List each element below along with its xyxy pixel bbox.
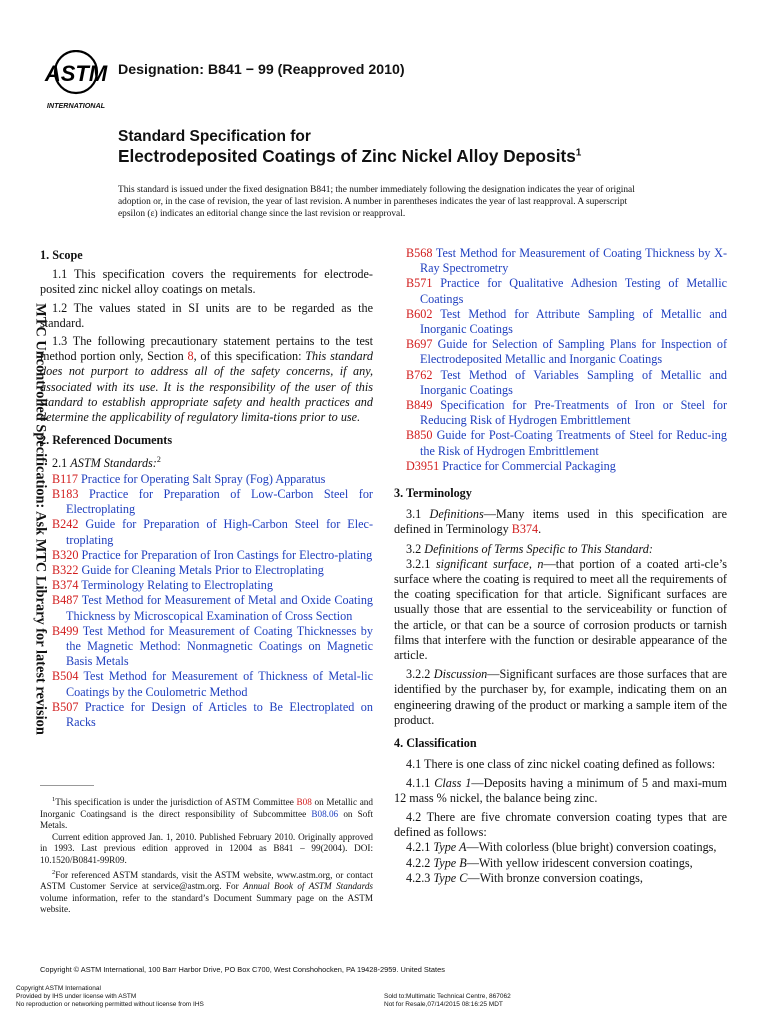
para-3-2-2-label: Discussion	[433, 667, 488, 682]
reference-code[interactable]: B487	[52, 593, 79, 608]
reference-item[interactable]	[406, 307, 727, 337]
footnote-1-text: This specification is under the jurisdiction of ASTM Committee	[55, 797, 297, 808]
reference-item[interactable]	[52, 563, 373, 578]
para-4-2-3-num: 4.2.3	[406, 870, 434, 885]
footer-left-line-1: Copyright ASTM International	[16, 985, 101, 992]
reference-code[interactable]: B762	[406, 367, 433, 382]
logo-caption: INTERNATIONAL	[46, 101, 106, 110]
title-line-1: Standard Specification for	[118, 128, 311, 145]
copyright-line: Copyright © ASTM International, 100 Barr Harbor Drive, PO Box C700, West Conshohocken, PA 19428-2959. United States	[40, 965, 445, 974]
reference-code[interactable]: B117	[52, 471, 78, 486]
reference-item[interactable]	[406, 428, 727, 458]
footnote-1-edition: Current edition approved Jan. 1, 2010. Published February 2010. Originally approved in 1993. Last previous edition approved in 12004 as B841 – 99(2004). DOI: 10.1520/B0841-99R09.	[40, 831, 373, 866]
para-4-1-1	[394, 776, 727, 806]
astm-logo	[40, 50, 112, 108]
right-reference-list	[394, 246, 727, 474]
left-column	[40, 248, 373, 730]
para-3-1-label: Definitions	[429, 507, 484, 522]
footnote-1-mark: 1	[52, 796, 56, 803]
reference-item[interactable]	[406, 337, 727, 367]
reference-title[interactable]: Test Method of Variables Sampling of Metallic and Inorganic Coatings	[420, 367, 728, 397]
reference-title[interactable]: Test Method for Measurement of Coating Thicknesses by the Magnetic Method: Nonmagnetic Coatings on Magnetic Basis Metals	[66, 623, 373, 669]
astm-logo-icon	[40, 50, 112, 98]
reference-code[interactable]: B602	[406, 306, 433, 321]
right-column	[394, 246, 727, 886]
reference-title[interactable]: Practice for Operating Salt Spray (Fog) Apparatus	[81, 471, 326, 486]
para-3-1-end: .	[538, 522, 542, 537]
reference-title[interactable]: Practice for Commercial Packaging	[442, 458, 616, 473]
footnote-2-mark: 2	[156, 455, 161, 465]
para-4-2-1-text: —With colorless (blue bright) conversion coatings,	[466, 840, 717, 855]
para-4-1-1-num: 4.1.1	[406, 775, 435, 790]
reference-code[interactable]: B504	[52, 669, 79, 684]
footnotes	[40, 794, 373, 916]
footnote-2-text: For referenced ASTM standards, visit the ASTM website, www.astm.org, or contact ASTM Customer Service at service@astm.org. For	[40, 869, 373, 892]
reference-title[interactable]: Guide for Preparation of High-Carbon Steel for Elec-troplating	[66, 517, 373, 547]
reference-code[interactable]: B320	[52, 547, 79, 562]
footnote-2-mark: 2	[52, 868, 56, 876]
para-4-2-3	[394, 871, 727, 886]
para-4-1-1-text: —Deposits having a minimum of 5 and maxi-mum 12 mass % nickel, the balance being zinc.	[394, 775, 727, 805]
para-4-1-1-label: Class 1	[434, 775, 472, 790]
reference-item[interactable]	[406, 368, 727, 398]
astm-standards-num: 2.1	[52, 456, 71, 471]
para-3-1	[394, 507, 727, 537]
reference-item[interactable]	[52, 624, 373, 670]
para-3-2-1	[394, 557, 727, 663]
reference-item[interactable]	[406, 246, 727, 276]
reference-code[interactable]: B242	[52, 517, 79, 532]
footnote-2-italic: Annual Book of ASTM Standards	[243, 881, 373, 892]
reference-item[interactable]	[52, 593, 373, 623]
section-8-link[interactable]: 8	[187, 349, 194, 364]
title-line-2	[118, 146, 581, 167]
para-4-2-3-label: Type C	[433, 870, 468, 885]
para-4-2-3-text: —With bronze conversion coatings,	[467, 870, 643, 885]
b374-link[interactable]: B374	[511, 522, 539, 537]
reference-code[interactable]: B697	[406, 337, 433, 352]
reference-code[interactable]: B507	[52, 699, 79, 714]
classification-heading: 4. Classification	[394, 736, 477, 751]
side-banner-text: MTC Uncontrolled Specification: Ask MTC Library for latest revision	[32, 303, 49, 735]
para-4-2: 4.2 There are five chromate conversion coating types that are defined as follows:	[394, 809, 727, 840]
para-3-2	[394, 542, 727, 557]
footer-right-line-1: Sold to:Multimatic Technical Centre, 867062	[384, 993, 511, 1000]
reference-code[interactable]: B571	[406, 276, 433, 291]
para-3-2-1-text: —that portion of a coated arti-cle’s surface where the coating is required to meet all the requirements of the coating specification for that article. Significant surfaces are usually those that are essential to the serviceability or function of the article, or that can be a source of corrosion products or tarnish films that interfere with the function or desirable appearance of the article.	[394, 556, 727, 663]
reference-item[interactable]	[52, 487, 373, 517]
reference-code[interactable]: B568	[406, 246, 433, 260]
para-1-2: 1.2 The values stated in SI units are to be regarded as the standard.	[40, 300, 373, 330]
para-4-2-2	[394, 856, 727, 871]
para-3-1-text: —Many items used in this specification are defined in Terminology	[394, 507, 727, 537]
reference-code[interactable]: B374	[52, 578, 79, 593]
svg-text:ASTM: ASTM	[44, 61, 108, 86]
safety-statement: This standard does not purport to address all of the safety concerns, if any, associated with its use. It is the responsibility of the user of this standard to establish appropriate safety and health practices and determine the applicability of regulatory limita-tions prior to use.	[40, 349, 373, 425]
reference-code[interactable]: B322	[52, 562, 79, 577]
reference-item[interactable]	[52, 700, 373, 730]
footer-left	[16, 985, 204, 1009]
designation: Designation: B841 − 99 (Reapproved 2010)	[118, 62, 405, 78]
reference-code[interactable]: B849	[406, 398, 433, 413]
footer-left-line-3: No reproduction or networking permitted without license from IHS	[16, 1001, 204, 1008]
para-4-2-1-num: 4.2.1	[406, 840, 434, 855]
reference-item[interactable]	[406, 276, 727, 306]
para-3-2-2-text: —Significant surfaces are those surfaces that are identified by the purchaser by, for example, indicating them on an engineering drawing of the product or marking a sample item of the product.	[394, 667, 727, 727]
para-3-2-1-num: 3.2.1	[406, 556, 436, 571]
footnote-2	[40, 867, 373, 916]
reference-title[interactable]: Guide for Selection of Sampling Plans for Inspection of Electrodeposited Metallic and Inorganic Coatings	[420, 337, 727, 367]
footnote-1	[40, 794, 373, 832]
reference-item[interactable]	[52, 548, 373, 563]
reference-item[interactable]	[406, 459, 727, 474]
reference-title[interactable]: Test Method for Measurement of Thickness of Metal-lic Coatings by the Coulometric Method	[66, 669, 373, 699]
para-4-2-2-label: Type B	[433, 855, 467, 870]
reference-title[interactable]: Guide for Post-Coating Treatments of Steel for Reduc-ing the Risk of Hydrogen Embrittlement	[420, 428, 727, 458]
subcommittee-link[interactable]: B08.06	[311, 808, 339, 819]
para-4-2-2-text: —With yellow iridescent conversion coatings,	[466, 855, 693, 870]
para-3-2-1-label: significant surface, n	[435, 556, 544, 571]
reference-title[interactable]: Practice for Preparation of Iron Castings for Electro-plating	[81, 547, 373, 562]
reference-item[interactable]	[52, 472, 373, 487]
para-1-1: 1.1 This specification covers the requirements for electrode-posited zinc nickel alloy coatings on metals.	[40, 267, 373, 297]
reference-title[interactable]: Guide for Cleaning Metals Prior to Electroplating	[81, 562, 324, 577]
para-1-3-text: 1.3 The following precautionary statement pertains to the test method portion only, Section	[40, 334, 373, 364]
para-3-1-num: 3.1	[406, 507, 430, 522]
reference-title[interactable]: Practice for Preparation of Low-Carbon Steel for Electroplating	[66, 486, 373, 517]
title-text: Electrodeposited Coatings of Zinc Nickel Alloy Deposits	[118, 146, 576, 166]
intro-paragraph: This standard is issued under the fixed designation B841; the number immediately following the designation indicates the year of original adoption or, in the case of revision, the year of last revision. A number in parentheses indicates the year of last reapproval. A superscript epsilon (ε) indicates an editorial change since the last revision or reapproval.	[118, 185, 635, 219]
reference-title[interactable]: Test Method for Attribute Sampling of Metallic and Inorganic Coatings	[420, 306, 727, 337]
para-3-2-num: 3.2	[406, 541, 425, 556]
reference-title[interactable]: Terminology Relating to Electroplating	[81, 578, 273, 593]
refdocs-heading: 2. Referenced Documents	[40, 433, 173, 448]
reference-title[interactable]: Practice for Design of Articles to Be Electroplated on Racks	[66, 699, 373, 729]
para-3-2-2-num: 3.2.2	[406, 667, 434, 682]
committee-link[interactable]: B08	[296, 797, 312, 808]
para-1-3-text-b: , of this specification:	[193, 349, 306, 364]
reference-title[interactable]: Specification for Pre-Treatments of Iron or Steel for Reducing Risk of Hydrogen Embrittlement	[420, 398, 727, 428]
reference-code[interactable]: D3951	[406, 458, 440, 473]
footer-left-line-2: Provided by IHS under license with ASTM	[16, 993, 137, 1000]
para-4-2-1	[394, 840, 727, 855]
footer-right	[384, 993, 511, 1009]
scope-heading: 1. Scope	[40, 248, 83, 262]
reference-title[interactable]: Test Method for Measurement of Metal and Oxide Coating Thickness by Microscopical Examination of Cross Section	[66, 593, 374, 623]
reference-item[interactable]	[52, 669, 373, 699]
reference-code[interactable]: B499	[52, 623, 79, 638]
reference-code[interactable]: B183	[52, 486, 79, 501]
para-3-2-label: Definitions of Terms Specific to This Standard:	[424, 541, 653, 556]
left-reference-list	[40, 472, 373, 730]
reference-item[interactable]	[52, 578, 373, 593]
footnote-1-text-b: on Metallic and Inorganic Coatingsand is the direct responsibility of Subcommittee	[40, 797, 373, 819]
reference-item[interactable]	[406, 398, 727, 428]
terminology-heading: 3. Terminology	[394, 486, 472, 501]
footer-right-line-2: Not for Resale,07/14/2015 08:16:25 MDT	[384, 1001, 503, 1008]
reference-code[interactable]: B850	[406, 428, 433, 443]
title-footnote-mark: 1	[575, 147, 582, 159]
footnote-2-text-b: volume information, refer to the standard’s Document Summary page on the ASTM website.	[40, 892, 373, 915]
para-4-2-2-num: 4.2.2	[406, 855, 434, 870]
reference-title[interactable]: Test Method for Measurement of Coating Thickness by X-Ray Spectrometry	[420, 246, 728, 276]
footnote-separator	[40, 785, 94, 786]
reference-item[interactable]	[52, 517, 373, 547]
astm-standards-label	[40, 452, 373, 471]
para-4-1: 4.1 There is one class of zinc nickel coating defined as follows:	[406, 757, 716, 772]
astm-standards-title: ASTM Standards:	[70, 456, 157, 471]
para-4-2-1-label: Type A	[433, 840, 467, 855]
reference-title[interactable]: Practice for Qualitative Adhesion Testing of Metallic Coatings	[420, 276, 727, 306]
para-3-2-2	[394, 667, 727, 728]
footnote-1-text-c: on Soft Metals.	[40, 808, 373, 831]
para-1-3	[40, 334, 373, 425]
